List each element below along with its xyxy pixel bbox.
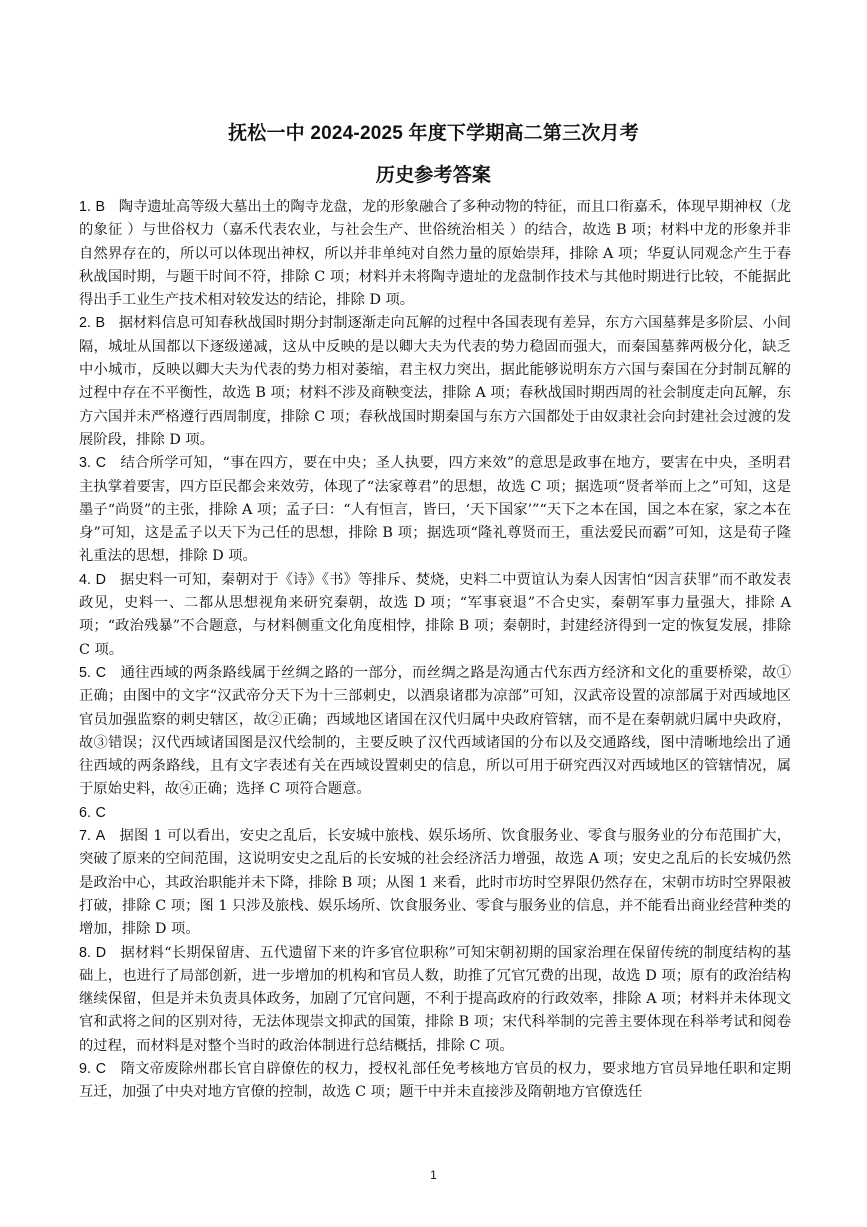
answer-choice: D: [95, 944, 107, 961]
answer-number: 9.: [79, 1060, 91, 1077]
answer-explanation: 据材料信息可知春秋战国时期分封制逐渐走向瓦解的过程中各国表现有差异，东方六国墓葬是多阶层、小间隔，城址从国都以下逐级递减，这从中反映的是以卿大夫为代表的势力稳固而强大，而秦国墓葬两极分化，缺乏中小城市，反映以卿大夫为代表的势力相对萎缩，君主权力突出，据此能够说明东方六国与秦国在分封制瓦解的过程中存在不平衡性，故选 B 项；材料不涉及商鞅变法，排除 A 项；春秋战国时期西周的社会制度走向瓦解，东方六国并未严格遵行西周制度，排除 C 项；春秋战国时期秦国与东方六国都处于由奴隶社会向封建社会过渡的发展阶段，排除 D 项。: [79, 315, 791, 448]
answer-number: 2.: [79, 315, 91, 332]
answer-choice: D: [95, 571, 106, 588]
answer-item: [79, 802, 791, 825]
answer-explanation: 结合所学可知，“事在四方，要在中央；圣人执要，四方来效”的意思是政事在地方，要害在中央，圣明君主执掌着要害，四方臣民都会来效劳，体现了“法家尊君”的思想，故选 C 项；据选项“贤者举而上之”可知，这是墨子“尚贤”的主张，排除 A 项；孟子曰：“人有恒言，皆曰，‘天下国家’”“天下之本在国，国之本在家，家之本在身”可知，这是孟子以天下为己任的思想，排除 B 项；据选项“隆礼尊贤而王，重法爱民而霸”可知，这是荀子隆礼重法的思想，排除 D 项。: [79, 455, 791, 565]
answer-choice: A: [95, 828, 106, 845]
document-title: 抚松一中 2024-2025 年度下学期高二第三次月考: [228, 123, 639, 144]
answer-item: [79, 569, 791, 662]
answer-explanation: 陶寺遗址高等级大墓出土的陶寺龙盘，龙的形象融合了多种动物的特征，而且口衔嘉禾，体现早期神权（龙的象征 ）与世俗权力（嘉禾代表农业，与社会生产、世俗统治相关 ）的结合，故选 B 项；材料中龙的形象并非自然界存在的，所以可以体现出神权，所以并非单纯对自然力量的原始崇拜，排除 A 项；华夏认同观念产生于春秋战国时期，与题干时间不符，排除 C 项；材料并未将陶寺遗址的龙盘制作技术与其他时期进行比较，不能据此得出手工业生产技术相对较发达的结论，排除 D 项。: [79, 199, 791, 309]
answer-choice: C: [95, 664, 107, 681]
answer-number: 7.: [79, 828, 91, 845]
answer-explanation: 据图 1 可以看出，安史之乱后，长安城中旅栈、娱乐场所、饮食服务业、零食与服务业的分布范围扩大，突破了原来的空间范围，这说明安史之乱后的长安城的社会经济活力增强，故选 A 项；安史之乱后的长安城仍然是政治中心，其政治职能并未下降，排除 B 项；从图 1 来看，此时市坊时空界限仍然存在，宋朝市坊时空界限被打破，排除 C 项；图 1 只涉及旅栈、娱乐场所、饮食服务业、零食与服务业的信息，并不能看出商业经营种类的增加，排除 D 项。: [79, 828, 791, 938]
answer-explanation: 据材料“长期保留唐、五代遗留下来的许多官位职称”可知宋朝初期的国家治理在保留传统的制度结构的基础上，也进行了局部创新，进一步增加的机构和官员人数，助推了冗官冗费的出现，故选 D 项；原有的政治结构继续保留，但是并未负责具体政务，加剧了冗官问题，不利于提高政府的行政效率，排除 A 项；材料并未体现文官和武将之间的区别对待，无法体现崇文抑武的国策，排除 B 项；宋代科举制的完善主要体现在科举考试和阅卷的过程，而材料是对整个当时的政治体制进行总结概括，排除 C 项。: [79, 944, 791, 1054]
answer-explanation: 通往西域的两条路线属于丝绸之路的一部分，而丝绸之路是沟通古代东西方经济和文化的重要桥梁，故①正确；由图中的文字“汉武帝分天下为十三部刺史，以酒泉诸郡为凉部”可知，汉武帝设置的凉部属于对西域地区官员加强监察的刺史辖区，故②正确；西域地区诸国在汉代归属中央政府管辖，而不是在秦朝就归属中央政府，故③错误；汉代西域诸国图是汉代绘制的，主要反映了汉代西域诸国的分布以及交通路线，图中清晰地绘出了通往西域的两条路线，且有文字表述有关在西域设置刺史的信息，所以可用于研究西汉对西域地区的管辖情况，属于原始史料，故④正确；选择 C 项符合题意。: [79, 664, 791, 798]
answer-choice: C: [95, 804, 106, 821]
answer-item: [79, 942, 791, 1058]
answer-choice: B: [95, 199, 106, 215]
answer-item: [79, 825, 791, 941]
answer-explanation: 隋文帝废除州郡长官自辟僚佐的权力，授权礼部任免考核地方官员的权力，要求地方官员异地任职和定期互迁，加强了中央对地方官僚的控制，故选 C 项；题干中并未直接涉及隋朝地方官僚选任: [79, 1060, 791, 1101]
answer-item: [79, 312, 791, 452]
answer-number: 8.: [79, 944, 91, 961]
answer-list: [79, 196, 791, 1105]
answer-number: 5.: [79, 664, 91, 681]
answer-choice: B: [95, 315, 106, 332]
answer-explanation: 据史料一可知，秦朝对于《诗》《书》等排斥、焚烧，史料二中贾谊认为秦人因害怕“因言获罪”而不敢发表政见，史料一、二都从思想视角来研究秦朝，故选 D 项；“军事衰退”不合史实，秦朝军事力量强大，排除 A 项；“政治残暴”不合题意，与材料侧重文化角度相悖，排除 B 项；秦朝时，封建经济得到一定的恢复发展，排除 C 项。: [79, 571, 791, 658]
answer-item: [79, 662, 791, 802]
page-number: 1: [430, 1168, 437, 1182]
document-subtitle: 历史参考答案: [375, 165, 492, 186]
answer-number: 1.: [79, 199, 91, 215]
answer-number: 6.: [79, 804, 91, 821]
answer-choice: C: [95, 1060, 107, 1077]
answer-choice: C: [95, 455, 107, 472]
answer-number: 3.: [79, 455, 91, 472]
answer-item: [79, 196, 791, 312]
answer-item: [79, 452, 791, 568]
answer-number: 4.: [79, 571, 91, 588]
answer-item: [79, 1058, 791, 1105]
